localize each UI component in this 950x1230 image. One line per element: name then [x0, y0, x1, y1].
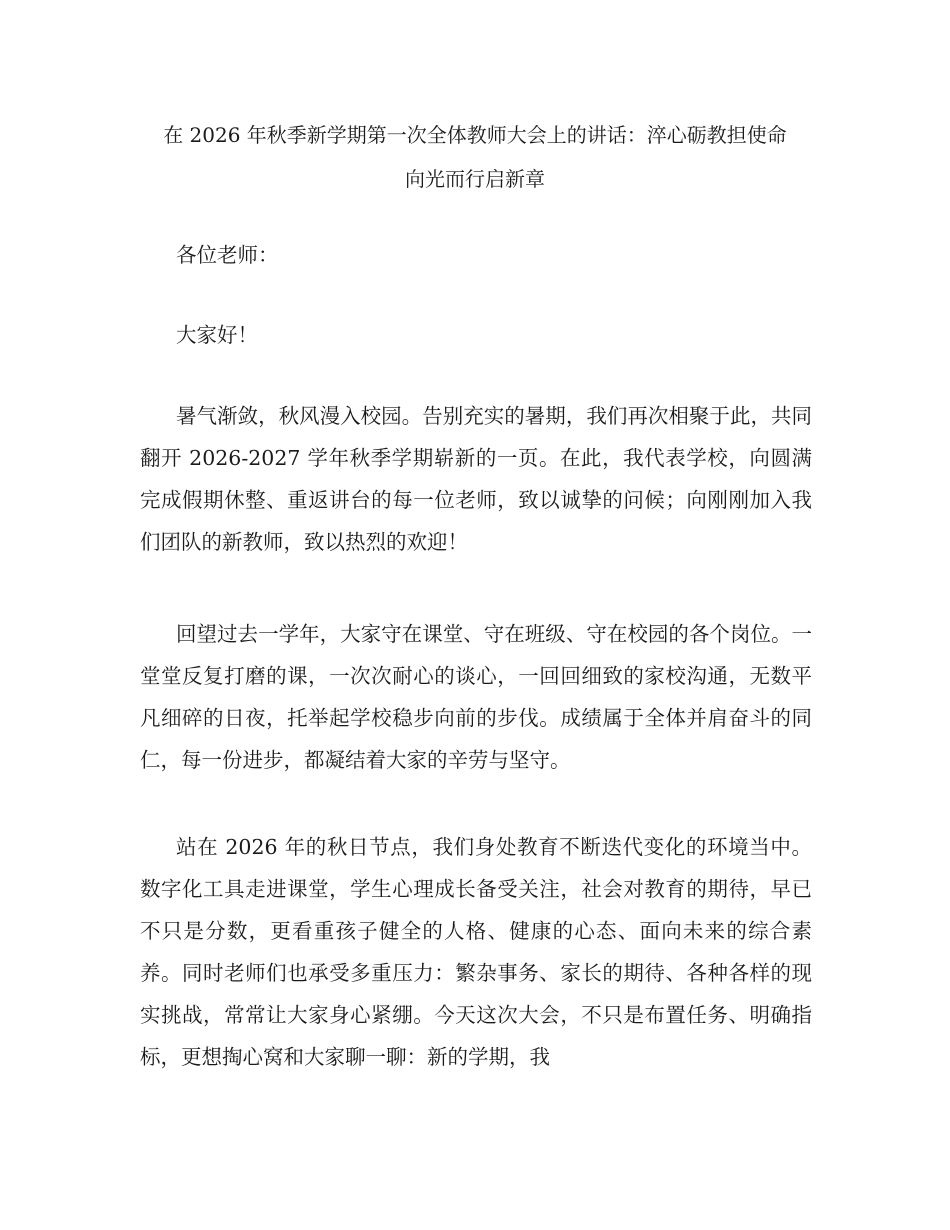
salutation: 各位老师：	[176, 243, 279, 267]
body-paragraph-1: 暑气渐敛，秋风漫入校园。告别充实的暑期，我们再次相聚于此，共同翻开 2026-2027 学年秋季学期崭新的一页。在此，我代表学校，向圆满完成假期休整、重返讲台的每一位老师，致以诚挚的问候；向刚刚加入我们团队的新教师，致以热烈的欢迎！	[140, 404, 812, 554]
body-paragraph-2: 回望过去一学年，大家守在课堂、守在班级、守在校园的各个岗位。一堂堂反复打磨的课，一次次耐心的谈心，一回回细致的家校沟通，无数平凡细碎的日夜，托举起学校稳步向前的步伐。成绩属于全体并肩奋斗的同仁，每一份进步，都凝结着大家的辛劳与坚守。	[140, 622, 812, 772]
greeting: 大家好！	[176, 323, 258, 347]
title-line-1: 在 2026 年秋季新学期第一次全体教师大会上的讲话：淬心砺教担使命	[163, 123, 787, 147]
title-line-2: 向光而行启新章	[405, 167, 545, 191]
body-paragraph-3: 站在 2026 年的秋日节点，我们身处教育不断迭代变化的环境当中。数字化工具走进课堂，学生心理成长备受关注，社会对教育的期待，早已不只是分数，更看重孩子健全的人格、健康的心态、面向未来的综合素养。同时老师们也承受多重压力：繁杂事务、家长的期待、各种各样的现实挑战，常常让大家身心紧绷。今天这次大会，不只是布置任务、明确指标，更想掏心窝和大家聊一聊：新的学期，我	[140, 835, 812, 1069]
document-title	[130, 113, 820, 201]
